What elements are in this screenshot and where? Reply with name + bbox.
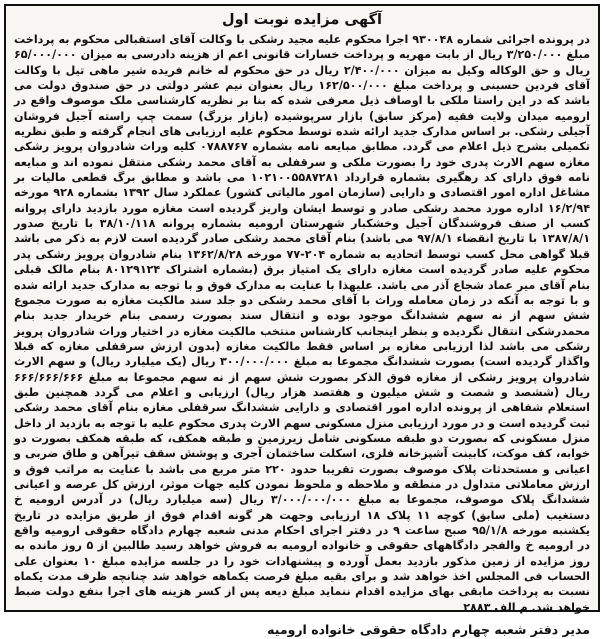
notice-body: در پرونده اجرائی شماره ۹۳۰۰۴۸ اجرا محکوم علیه مجید رشکی با وکالت آقای استقبالی محکوم به پرداخت مبلغ ۳/۲۵۰/۰۰۰ ریال از بابت مهریه و پرداخت خسارات قانونی اعم از هزینه دادرسی به میزان ۶۵/۰۰۰/۰۰۰ ریال و حق الوکاله وکیل به میزان ۲/۴۰۰/۰۰۰ ریال در حق محکوم له خانم فریده شیر ماهی تیل با وکالت آقای فردین حسینی و پرداخت مبلغ ۱۶۲/۵۰۰/۰۰۰ ریال بعنوان نیم عشر دولتی در حق صندوق دولت می باشد که در این راستا ملکی با اوصاف ذیل معرفی شده که بنا بر نظریه کارشناسی ملک موصوف واقع در ارومیه میدان ولایت فقیه (مرکز سابق) بازار سرپوشیده (بازار بزرگ) سمت چپ راسته آجیل فروشان آجیلی رشکی. بر اساس مدارک جدید ارائه شده توسط محکوم علیه ارزیابی های انجام گرفته و طبق نظریه تکمیلی بشرح ذیل اعلام می گردد. مطابق مبایعه نامه بشماره ۰۷۸۸۷۶۷ کلیه وراث شادروان پرویز رشکی مغازه سهم الارث پدری خود را بصورت ملکی و سرقفلی به آقای محمد رشکی منتقل نموده اند و مبایعه نامه فوق دارای کد رهگیری بشماره قرارداد ۱۰۲۱۰۰۵۵۸۷۲۸۱ می باشد و مطابق برگ قطعی مالیات بر مشاغل اداره امور اقتصادی و دارایی (سازمان امور مالیاتی کشور) عملکرد سال ۱۳۹۲ بشماره ۹۲۸ مورخه ۱۶/۲/۹۴ اداره مورد محمد رشکی صادر و توسط ایشان واریز گردیده است مغازه مورد بازدید دارای پروانه کسب از صنف فروشندگان آجیل وخشکبار شهرستان ارومیه بشماره پروانه ۳۸/۱۰/۱۱۸ با تاریخ صدور ۱۳۸۷/۸/۱ با تاریخ انقضاء ۹۷/۸/۱ می باشد) بنام آقای محمد رشکی صادر گردیده است لازم به ذکر می باشد قبلا گواهی محل کسب توسط اتحادیه به شماره ۲۰۴-۷۷ مورخه ۱۳۶۲/۸/۲۸ بنام شادروان پرویز رشکی پدر محکوم علیه صادر گردیده است مغازه دارای یک امتیاز برق (بشماره اشتراک ۸۰۱۲۹۱۲۴ بنام مالک قبلی بنام آقای میر عماد شجاع آذر می باشد. علیهذا با عنایت به مدارک فوق و با توجه به مدارک جدید ارائه شده و با توجه به آنکه در زمان معامله وراث با آقای محمد رشکی دو جلد سند مالکیت مغازه به صورت مجموع شش سهم از نه سهم ششدانگ موجود بوده و انتقال سند بصورت رسمی بنام خریدار جدید بنام محمدرشکی انتقال نگردیده و بنظر اینجانب کارشناس منتخب مالکیت مغازه در اختیار وراث شادروان پرویز رشکی می باشد لذا ارزیابی مغازه بر اساس فقط مالکیت مغازه (بدون ارزش سرقفلی مغازه که قبلا واگذار گردیده است) بصورت ششدانگ مجموعا به مبلغ ۳۰۰/۰۰۰/۰۰۰ ریال (یک میلیارد ریال) و سهم الارث شادروان پرویز رشکی از مغازه فوق الذکر بصورت شش سهم از نه سهم مجموعا به مبلغ ۶۶۶/۶۶۶/۶۶۶ ریال (ششصد و شصت و شش میلیون و هفتصد هزار ریال) ارزیابی و اعلام می گردد همچنین طبق استعلام شفاهی از پرونده اداره امور اقتصادی و دارایی ششدانگ سرقفلی مغازه بنام آقای محمد رشکی ثبت گردیده است و در مورد ارزیابی منزل مسکونی سهم الارث پدری محکوم علیه با توجه به بازدید از داخل منزل مسکونی که بصورت دو طبقه مسکونی شامل زیرزمین و طبقه همکف، که طبقه همکف بصورت دو خوابه، کف موکت، کابینت آشپزخانه فلزی، اسکلت ساختمان آجری و پوشش سقف تیرآهن و طاق ضربی و اعیانی و مستحدثات پلاک موصوف بصورت تقریبا حدود ۲۲۰ متر مربع می باشد با عنایت به مراتب فوق و ارزش معاملاتی متداول در منطقه و ملاحظه و ملحوظ نمودن کلیه جهات موثر، ارزش کل عرصه و اعیانی ششدانگ پلاک موصوف، مجموعا به مبلغ ۳/۰۰۰/۰۰۰/۰۰۰ ریال (سه میلیارد ریال) در آدرس ارومیه خ دستغیب (ملی سابق) کوچه ۱۱ پلاک ۱۸ ارزیابی وجهت هر گونه اقدام فوق از طریق مزایده در تاریخ یکشنبه مورخه ۹۵/۱/۸ صبح ساعت ۹ در دفتر اجرای احکام مدنی شعبه چهارم دادگاه حقوقی ارومیه واقع در ارومیه خ والفجر دادگاههای حقوقی و خانواده ارومیه به فروش خواهد رسید طالبین از ۵ روز مانده به روز مزایده از زمین مذکور بازدید بعمل آورده و پیشنهادات خود را در جلسه مزایده مبلغ ۱۰ بعنوان علی الحساب فی المجلس اخذ خواهد شد و برای بقیه مبلغ فرصت یکماهه خواهد شد چنانچه ظرف مدت یکماه نسبت به پرداخت مابقی بهای مزایده اقدام ننماید مبلغ دیعه پس از کسر هزینه های اجرا بنفع دولت ضبط خواهد شد. م الف ۲۸۸۳: [14, 33, 591, 614]
notice-signature: مدیر دفتر شعبه چهارم دادگاه حقوقی خانواده ارومیه: [267, 622, 590, 638]
auction-notice: [4, 4, 600, 638]
notice-title: آگهی مزایده نوبت اول: [221, 12, 383, 28]
